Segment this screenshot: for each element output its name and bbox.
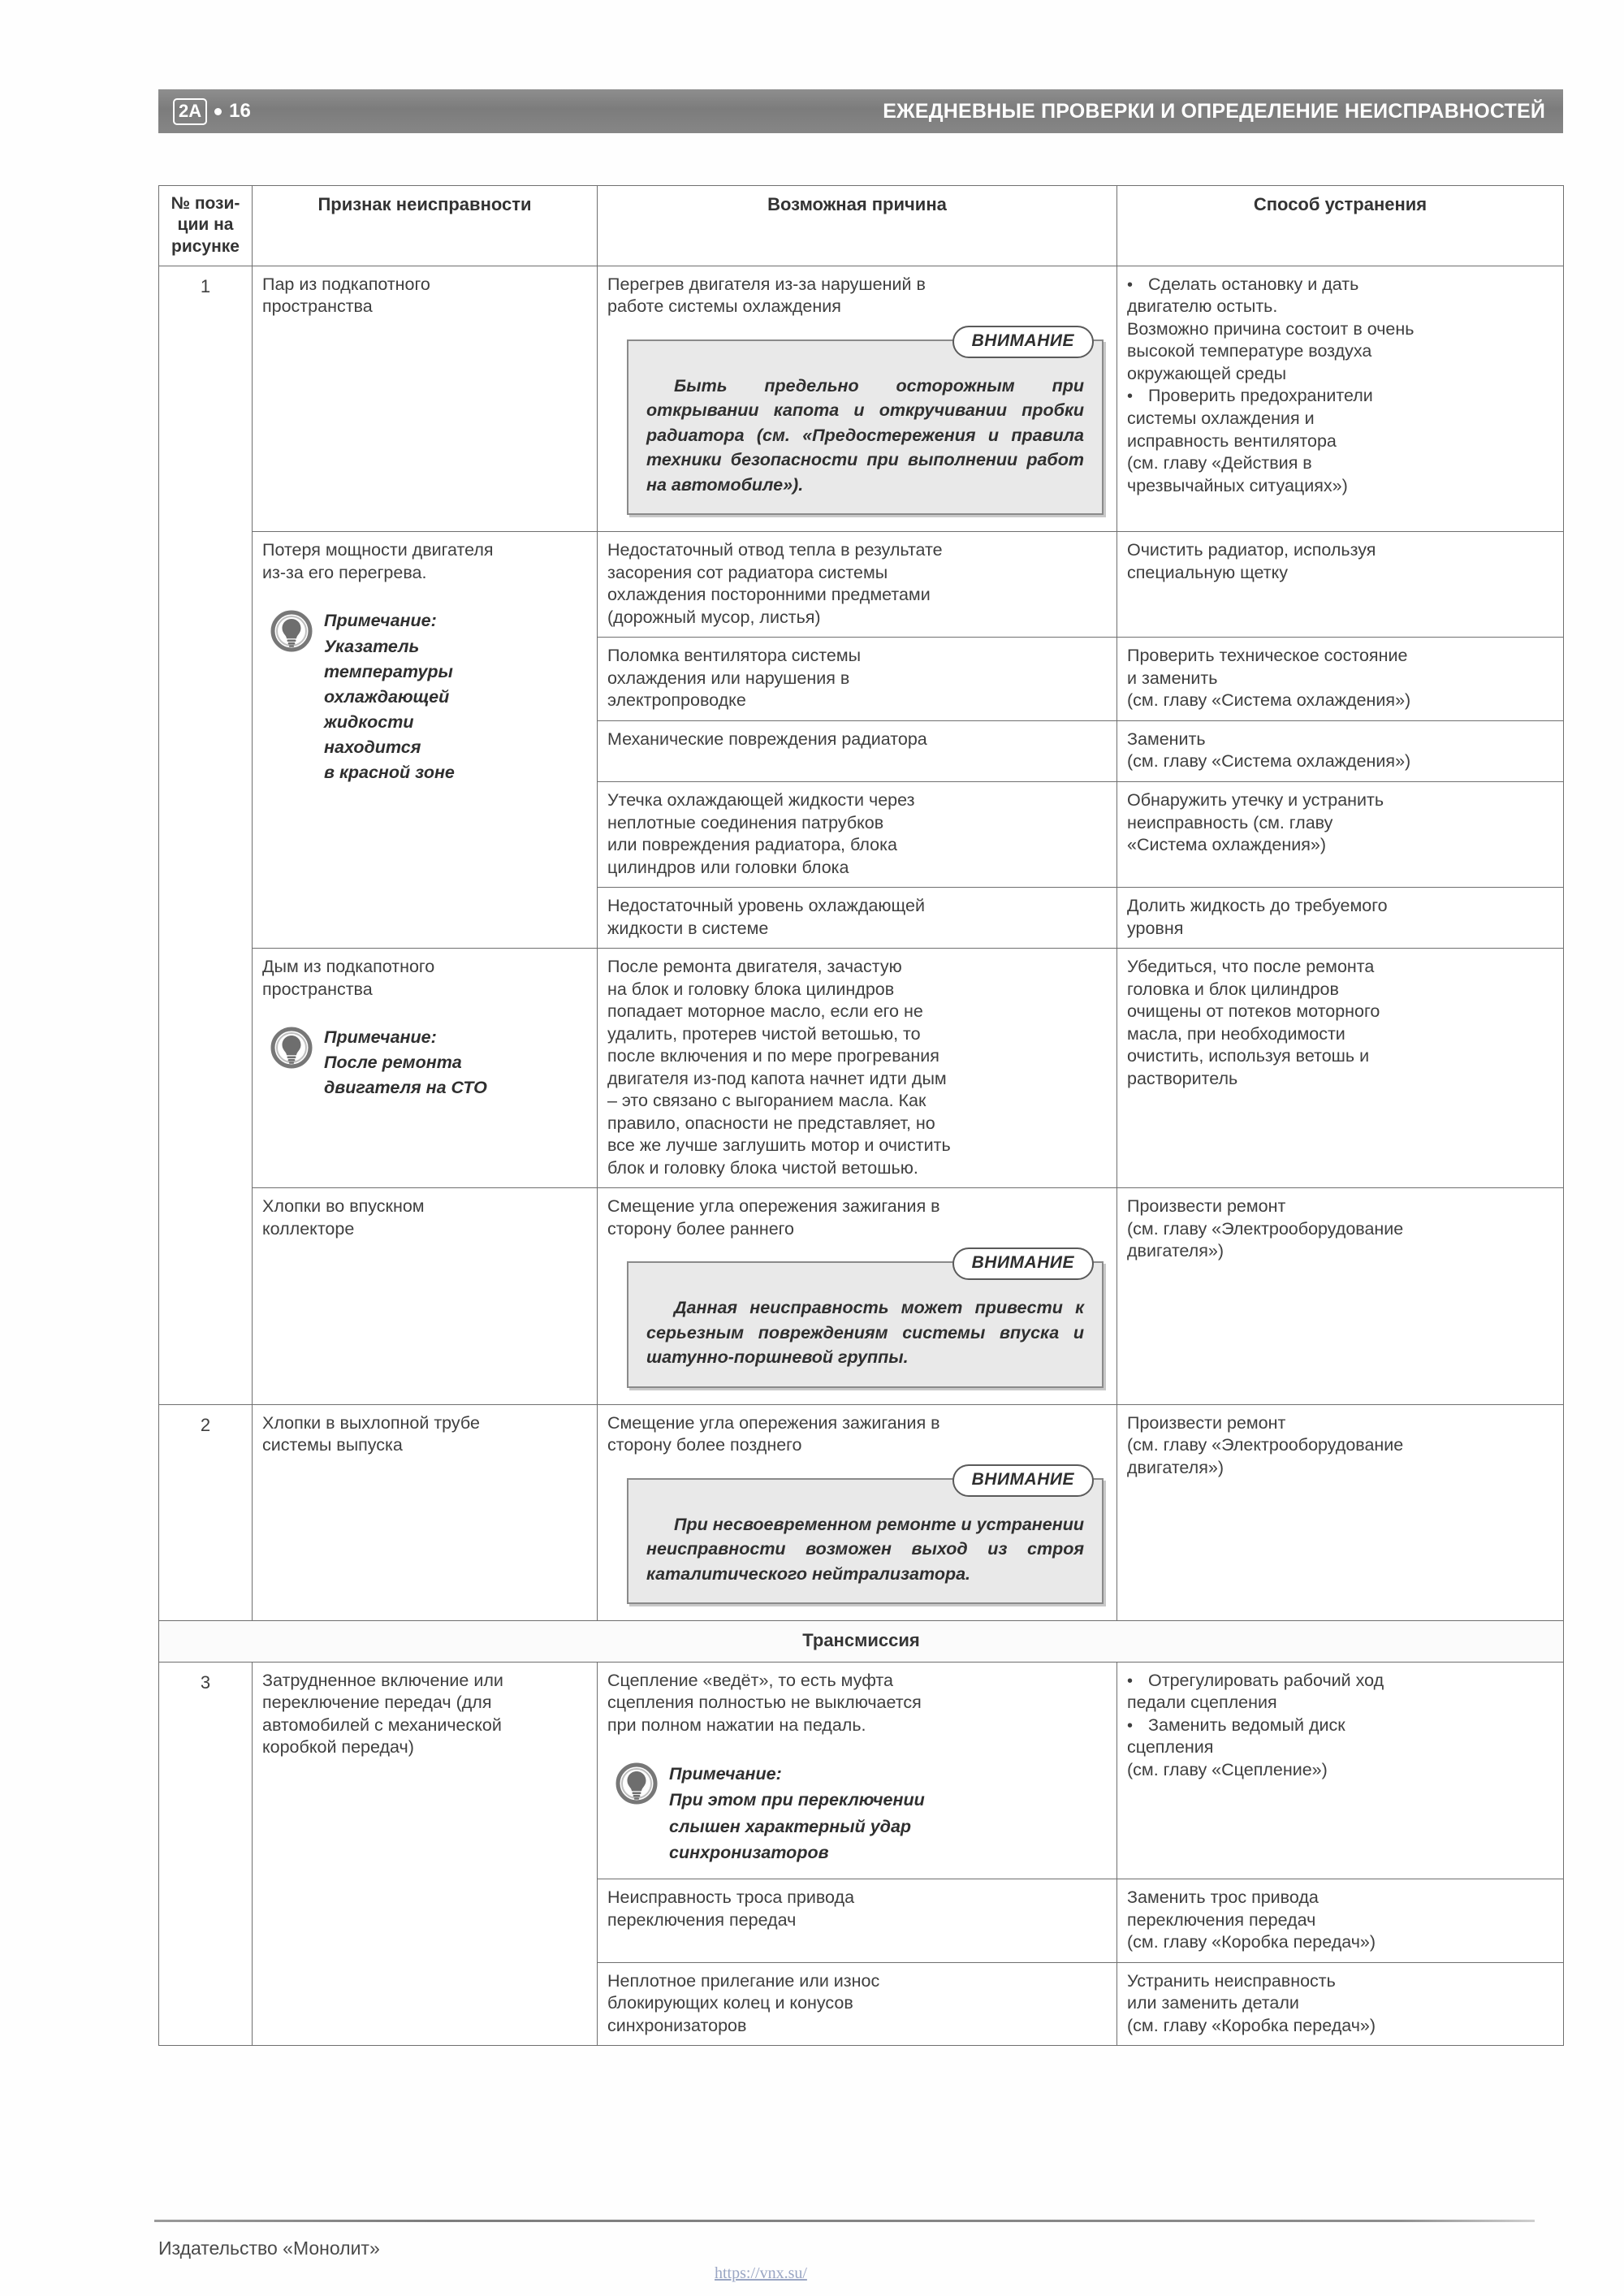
cause-line: при полном нажатии на педаль. [607,1714,866,1735]
remedy-line: (см. главу «Электрооборудование [1127,1218,1404,1239]
cell-symptom [253,532,598,949]
cause-line: неплотные соединения патрубков [607,812,884,832]
cause-line: после включения и по мере прогревания [607,1046,939,1066]
symptom-line: Хлопки во впускном [262,1196,425,1217]
remedy-line: специальную щетку [1127,562,1289,582]
troubleshooting-table [158,185,1564,2046]
remedy-line: высокой температуре воздуха [1127,341,1372,361]
note-line: При этом при переключении [669,1790,925,1810]
symptom-line: переключение передач (для [262,1693,492,1713]
remedy-line: и заменить [1127,668,1218,688]
cause-line: (дорожный мусор, листья) [607,607,821,627]
cause-line: синхронизаторов [607,2015,747,2035]
lightbulb-icon [615,1762,658,1805]
remedy-line: Произвести ремонт [1127,1196,1286,1217]
warning-box [627,331,1104,516]
cell-cause [598,782,1117,888]
remedy-line: сцепления [1127,1737,1214,1758]
bullet-icon: • [1127,1671,1134,1690]
symptom-line: Пар из подкапотного [262,274,430,294]
cause-line: Неисправность троса привода [607,1887,855,1908]
section-header-row [159,1621,1564,1662]
remedy-line: двигателю остыть. [1127,296,1278,317]
cause-line: двигателя из-под капота начнет идти дым [607,1068,947,1088]
note-line: находится [324,737,421,758]
note-block [270,1025,587,1101]
cell-remedy [1117,949,1564,1188]
remedy-line: «Система охлаждения») [1127,835,1327,855]
cell-remedy [1117,888,1564,949]
cause-line: на блок и головку блока цилиндров [607,979,895,999]
note-line: синхронизаторов [669,1842,829,1862]
cell-cause [598,1662,1117,1879]
cell-remedy [1117,1962,1564,2046]
remedy-line: очищены от потеков моторного [1127,1001,1380,1022]
remedy-text: Сделать остановку и дать [1148,274,1359,294]
symptom-line: коробкой передач) [262,1737,414,1758]
remedy-text: Отрегулировать рабочий ход [1148,1670,1384,1690]
remedy-text: Проверить предохранители [1148,386,1373,406]
cause-line: Сцепление «ведёт», то есть муфта [607,1670,893,1690]
cause-line: сторону более позднего [607,1435,802,1455]
cause-line: или повреждения радиатора, блока [607,835,897,855]
cause-line: все же лучше заглушить мотор и очистить [607,1135,951,1156]
table-header [159,186,1564,266]
cause-line: электропроводке [607,690,746,711]
cause-line: Утечка охлаждающей жидкости через [607,790,915,810]
cause-line: Недостаточный отвод тепла в результате [607,540,943,560]
cause-line: Перегрев двигателя из-за нарушений в [607,274,926,294]
table-row [159,1188,1564,1405]
symptom-line: системы выпуска [262,1435,403,1455]
cause-line: жидкости в системе [607,918,769,938]
cell-cause [598,1879,1117,1963]
warning-label: ВНИМАНИЕ [952,1464,1094,1497]
cell-remedy [1117,1662,1564,1879]
cell-cause [598,1188,1117,1405]
remedy-bullet [1127,385,1553,408]
remedy-line: уровня [1127,918,1184,938]
cell-symptom [253,266,598,532]
remedy-line: Очистить радиатор, используя [1127,540,1376,560]
cause-line: блокирующих колец и конусов [607,1993,853,2013]
remedy-line: чрезвычайных ситуациях») [1127,475,1348,495]
cell-remedy [1117,266,1564,532]
cell-position-number: 3 [159,1662,253,2046]
col-header-line: рисунке [171,236,240,256]
remedy-bullet [1127,1670,1553,1693]
col-header-line: № пози- [171,194,240,213]
remedy-line: (см. главу «Действия в [1127,453,1312,473]
note-block [270,608,587,785]
cause-line: Неплотное прилегание или износ [607,1970,880,1991]
remedy-line: Произвести ремонт [1127,1412,1286,1433]
footer-divider [154,2220,1535,2222]
cause-line: попадает моторное масло, если его не [607,1001,923,1022]
col-header-line: ции на [177,215,234,235]
page-title: ЕЖЕДНЕВНЫЕ ПРОВЕРКИ И ОПРЕДЕЛЕНИЕ НЕИСПРАВНОСТЕЙ [883,99,1545,123]
warning-text: Данная неисправность может привести к серьезным повреждениям системы впуска и шатунно-поршневой группы. [646,1298,1084,1368]
remedy-line: Проверить техническое состояние [1127,646,1408,666]
cell-position-number: 1 [159,266,253,1404]
footer-source-url[interactable]: https://vnx.su/ [715,2264,807,2282]
page-header-bar [158,89,1563,133]
cell-remedy [1117,782,1564,888]
cell-cause [598,888,1117,949]
cause-line: блок и головку блока чистой ветошью. [607,1157,918,1178]
remedy-line: (см. главу «Сцепление») [1127,1759,1328,1779]
remedy-line: Заменить трос привода [1127,1887,1319,1908]
remedy-line: Заменить [1127,729,1206,749]
badge-separator-dot [214,108,222,115]
remedy-line: (см. главу «Коробка передач») [1127,2015,1376,2035]
remedy-line: двигателя») [1127,1241,1224,1261]
cause-line: работе системы охлаждения [607,296,841,317]
cell-symptom [253,949,598,1188]
note-line: После ремонта [324,1053,462,1073]
remedy-line: Обнаружить утечку и устранить [1127,790,1384,810]
table-row [159,1662,1564,1879]
cell-cause [598,532,1117,638]
cell-symptom [253,1188,598,1405]
column-header-remedy: Способ устранения [1117,186,1564,266]
cause-line: Смещение угла опережения зажигания в [607,1412,940,1433]
remedy-line: растворитель [1127,1068,1238,1088]
remedy-line: головка и блок цилиндров [1127,979,1339,999]
cell-cause [598,1962,1117,2046]
cause-line: цилиндров или головки блока [607,857,849,877]
page-badge [173,98,251,125]
remedy-line: (см. главу «Система охлаждения») [1127,690,1411,711]
warning-label: ВНИМАНИЕ [952,1247,1094,1280]
remedy-line: (см. главу «Электрооборудование [1127,1435,1404,1455]
cause-line: Недостаточный уровень охлаждающей [607,896,925,916]
note-body [324,1025,487,1101]
column-header-cause: Возможная причина [598,186,1117,266]
warning-box [627,1253,1104,1388]
cause-line: сцепления полностью не выключается [607,1693,922,1713]
cause-line: Механические повреждения радиатора [607,729,927,749]
remedy-line: системы охлаждения и [1127,409,1315,428]
remedy-line: Убедиться, что после ремонта [1127,957,1375,977]
remedy-line: переключения передач [1127,1909,1316,1930]
cause-line: После ремонта двигателя, зачастую [607,957,902,977]
cell-remedy [1117,1188,1564,1405]
cell-remedy [1117,1879,1564,1963]
note-line: охлаждающей [324,686,450,707]
remedy-line: очистить, используя ветошь и [1127,1046,1370,1066]
footer-publisher: Издательство «Монолит» [158,2238,380,2259]
remedy-line: окружающей среды [1127,363,1287,383]
cause-line: сторону более раннего [607,1218,795,1239]
remedy-bullet [1127,274,1553,296]
remedy-line: Долить жидкость до требуемого [1127,896,1388,916]
bullet-icon: • [1127,275,1134,294]
section-title-transmission: Трансмиссия [159,1621,1564,1662]
note-body [669,1761,925,1866]
table-body [159,266,1564,2045]
table-row [159,949,1564,1188]
symptom-line: коллекторе [262,1218,355,1239]
cell-cause [598,1404,1117,1621]
bullet-icon: • [1127,1716,1134,1735]
bullet-icon: • [1127,387,1134,406]
note-line: слышен характерный удар [669,1816,912,1836]
cause-line: охлаждения или нарушения в [607,668,850,688]
cell-remedy [1117,720,1564,781]
remedy-line: двигателя») [1127,1457,1224,1477]
cause-line: переключения передач [607,1909,797,1930]
note-title: Примечание: [324,1027,437,1048]
column-header-position [159,186,253,266]
symptom-line: Затрудненное включение или [262,1670,503,1690]
remedy-line: (см. главу «Коробка передач») [1127,1932,1376,1952]
note-body [324,608,455,785]
symptom-line: пространства [262,979,373,999]
cell-remedy [1117,638,1564,721]
symptom-line: Дым из подкапотного [262,957,435,977]
warning-text: Быть предельно осторожным при открывании капота и откручивании пробки радиатора (см. «Предостережения и правила техники безопасности при выполнении работ на автомобиле»). [646,375,1084,495]
note-line: жидкости [324,712,414,733]
table-row [159,532,1564,638]
note-title: Примечание: [324,611,437,631]
cell-cause [598,638,1117,721]
table-row [159,1404,1564,1621]
lightbulb-icon [270,1027,313,1069]
remedy-line: масла, при необходимости [1127,1023,1345,1044]
symptom-line: автомобилей с механической [262,1714,502,1735]
remedy-text: Заменить ведомый диск [1148,1714,1345,1735]
symptom-line: Потеря мощности двигателя [262,540,494,560]
table-header-row [159,186,1564,266]
cell-cause [598,266,1117,532]
warning-label: ВНИМАНИЕ [952,326,1094,358]
remedy-line: неисправность (см. главу [1127,812,1333,832]
lightbulb-icon [270,610,313,652]
remedy-line: Возможно причина состоит в очень [1127,318,1415,339]
remedy-line: или заменить детали [1127,1993,1299,2013]
cause-line: – это связано с выгоранием масла. Как [607,1091,926,1111]
remedy-line: (см. главу «Система охлаждения») [1127,751,1411,772]
cause-line: Поломка вентилятора системы [607,646,862,666]
note-block [615,1761,1107,1866]
cell-cause [598,949,1117,1188]
warning-box [627,1469,1104,1605]
remedy-line: педали сцепления [1127,1693,1277,1713]
remedy-line: исправность вентилятора [1127,430,1337,451]
cell-symptom [253,1662,598,2046]
symptom-line: Хлопки в выхлопной трубе [262,1412,480,1433]
note-line: двигателя на СТО [324,1078,487,1098]
page-number: 16 [229,100,251,122]
cause-line: Смещение угла опережения зажигания в [607,1196,940,1217]
cause-line: правило, опасности не представляет, но [607,1113,935,1133]
cell-position-number: 2 [159,1404,253,1621]
column-header-symptom: Признак неисправности [253,186,598,266]
remedy-line: Устранить неисправность [1127,1970,1336,1991]
symptom-line: пространства [262,296,373,317]
chapter-badge: 2A [173,98,207,125]
symptom-line: из-за его перегрева. [262,562,427,582]
warning-text: При несвоевременном ремонте и устранении неисправности возможен выход из строя каталитического нейтрализатора. [646,1514,1084,1584]
cause-line: охлаждения посторонними предметами [607,585,931,605]
cause-line: засорения сот радиатора системы [607,562,888,582]
cell-cause [598,720,1117,781]
cell-symptom [253,1404,598,1621]
cell-remedy [1117,1404,1564,1621]
cause-line: удалить, протерев чистой ветошью, то [607,1023,921,1044]
table-row [159,266,1564,532]
cell-remedy [1117,532,1564,638]
note-line: температуры [324,661,453,681]
remedy-bullet [1127,1714,1553,1737]
note-line: Указатель [324,636,420,656]
note-title: Примечание: [669,1764,782,1784]
note-line: в красной зоне [324,763,455,783]
